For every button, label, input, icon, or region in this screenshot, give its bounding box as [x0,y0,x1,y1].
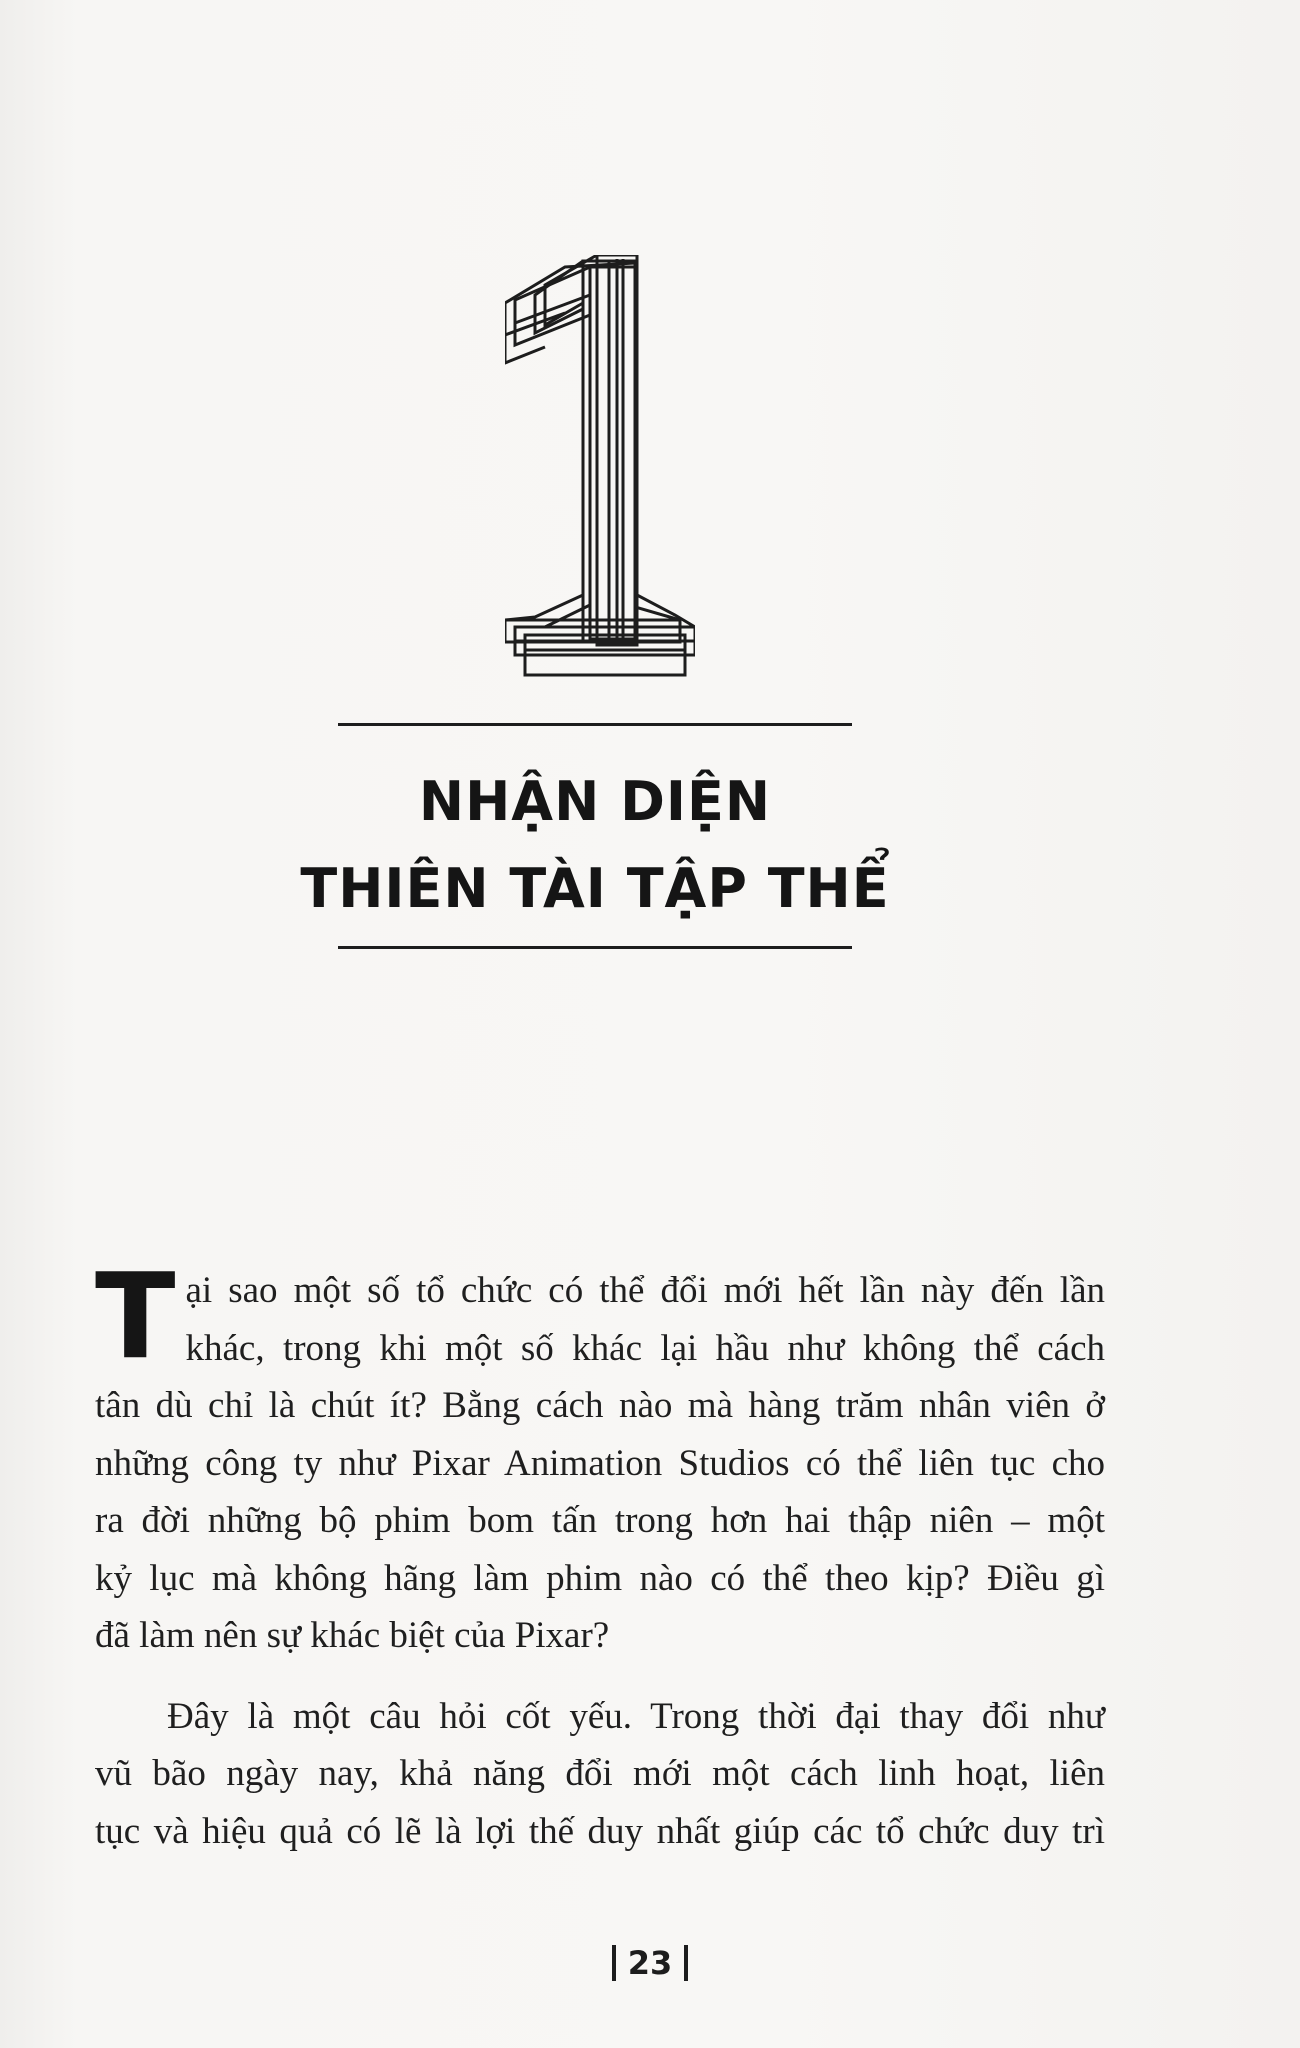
page-number-bar-right [684,1945,688,1981]
text-line: tân dù chỉ là chút ít? Bằng cách nào mà hàng trăm nhân viên ở [95,1385,1105,1426]
chapter-title-line-1: NHẬN DIỆN [418,770,772,833]
text-line: những công ty như Pixar Animation Studios có thể liên tục cho [95,1442,1105,1484]
text-line: khác, trong khi một số khác lại hầu như không thể cách [185,1327,1105,1369]
text-line: ra đời những bộ phim bom tấn trong hơn hai thập niên – một [95,1500,1105,1541]
paragraph-2 [95,1688,1105,1861]
text-line: kỷ lục mà không hãng làm phim nào có thể theo kịp? Điều gì [95,1557,1105,1599]
page-number-value: 23 [627,1944,673,1982]
page-number-bar-left [612,1945,616,1981]
title-rule-top [338,723,852,726]
text-line: đã làm nên sự khác biệt của Pixar? [95,1615,610,1656]
body-text [95,1247,1105,1860]
page-number [0,1944,1300,1982]
chapter-numeral-graphic [505,255,695,685]
title-rule-bottom [338,946,852,949]
text-line: Đây là một câu hỏi cốt yếu. Trong thời đại thay đổi như [167,1695,1105,1737]
text-line: tục và hiệu quả có lẽ là lợi thế duy nhất giúp các tổ chức duy trì [95,1810,1105,1852]
drop-cap: T [95,1247,176,1385]
paragraph-1 [95,1247,1105,1665]
text-line: ại sao một số tổ chức có thể đổi mới hết lần này đến lần [185,1270,1105,1311]
chapter-title-line-2: THIÊN TÀI TẬP THỂ [300,857,890,920]
text-line: vũ bão ngày nay, khả năng đổi mới một cách linh hoạt, liên [95,1753,1105,1794]
